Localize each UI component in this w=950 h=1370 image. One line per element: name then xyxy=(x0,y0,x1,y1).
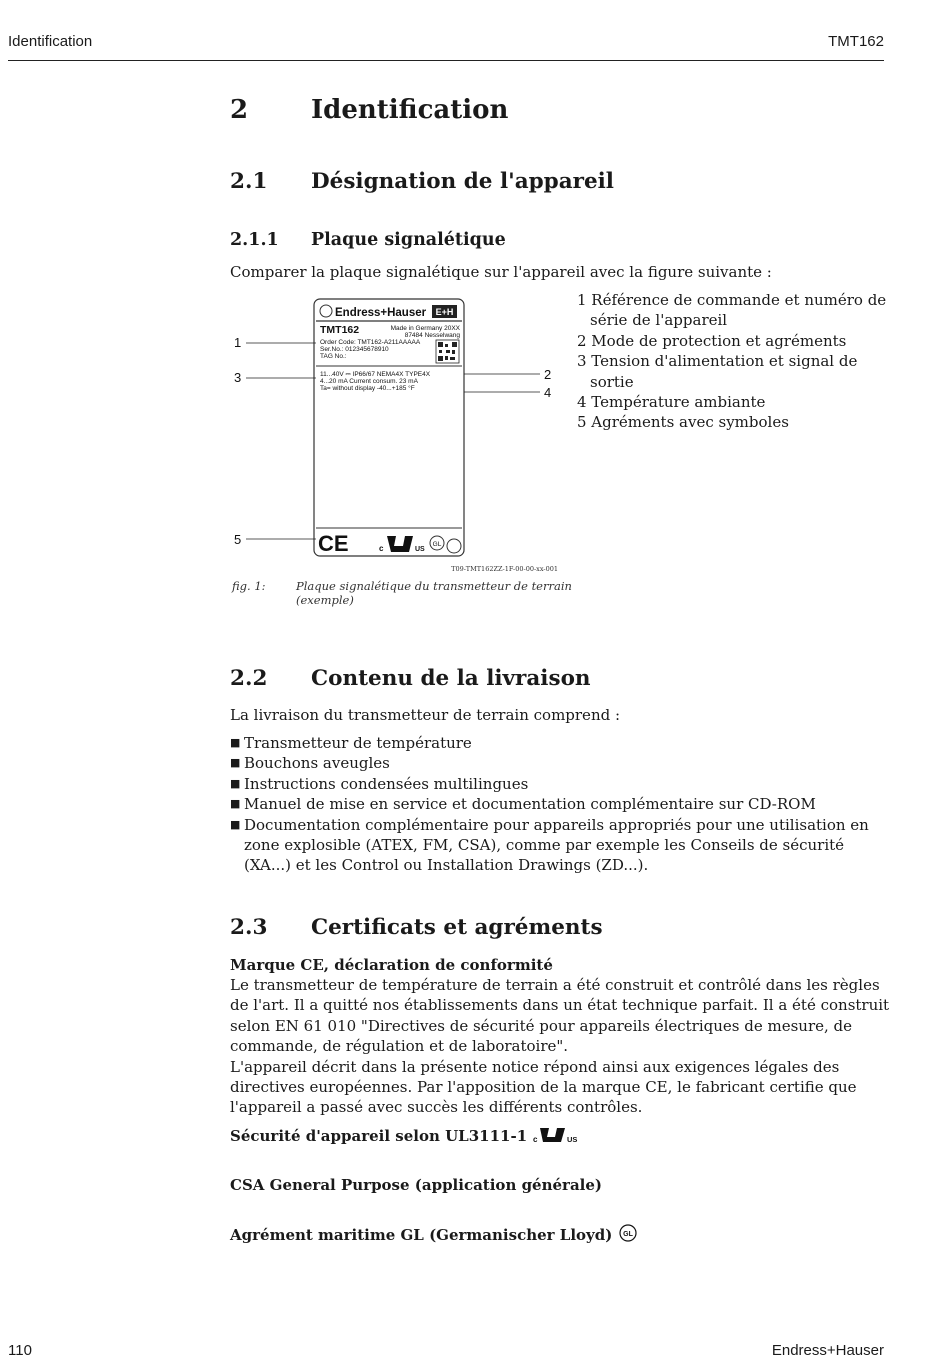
ce-paragraph-1: Le transmetteur de température de terrain a été construit et contrôlé dans les règles de l'art. Il a quitté nos établissements dans un état technique parfait. Il a été construit selon EN 61 010 "Directives de sécurité pour appareils électriques de mesure, de commande, de régulation et de laboratoire". xyxy=(230,976,890,1056)
running-header-right: TMT162 xyxy=(828,33,884,50)
ce-paragraph xyxy=(230,975,890,1118)
ul-heading xyxy=(230,1126,584,1146)
plate-serial: Ser.No.: 012345678910 xyxy=(320,346,389,353)
list-item: ■ Bouchons aveugles xyxy=(230,753,890,773)
header-rule xyxy=(8,60,884,61)
ce-paragraph-2: L'appareil décrit dans la présente notice répond ainsi aux exigences légales des directives européennes. Par l'apposition de la marque CE, le fabricant certifie que l'appareil a passé avec succès les différents contrôles. xyxy=(230,1057,857,1117)
callout-3: 3 xyxy=(234,370,242,385)
delivery-list xyxy=(230,733,890,876)
section-title: Désignation de l'appareil xyxy=(311,169,614,194)
footer-brand: Endress+Hauser xyxy=(771,1342,884,1359)
plate-tag: TAG No.: xyxy=(320,353,347,360)
gl-mark-text: GL xyxy=(432,541,442,548)
section-number: 2.1 xyxy=(230,169,268,194)
figure-legend xyxy=(577,290,897,433)
plate-spec-line-2: 4...20 mA Current consum. 23 mA xyxy=(320,378,418,385)
qr-code-icon xyxy=(436,340,459,363)
running-header-left: Identification xyxy=(8,33,93,50)
figure-caption-line-1: Plaque signalétique du transmetteur de terrain xyxy=(296,579,572,593)
section-number: 2.3 xyxy=(230,915,268,940)
callout-4: 4 xyxy=(544,385,552,400)
csa-heading: CSA General Purpose (application générale) xyxy=(230,1176,603,1194)
subsection-title: Plaque signalétique xyxy=(311,230,506,250)
plate-order-code: Order Code: TMT162-A211AAAAA xyxy=(320,339,421,346)
callout-1: 1 xyxy=(234,335,242,350)
ul-c-text: c xyxy=(379,544,384,553)
page-number: 110 xyxy=(8,1342,32,1359)
list-item: ■ Instructions condensées multilingues xyxy=(230,774,890,794)
ce-heading: Marque CE, déclaration de conformité xyxy=(230,956,553,974)
list-item: ■ Manuel de mise en service et documentation complémentaire sur CD-ROM xyxy=(230,794,890,814)
gl-heading-text: Agrément maritime GL (Germanischer Lloyd) xyxy=(230,1226,613,1244)
figure-caption xyxy=(296,579,572,607)
section-title: Contenu de la livraison xyxy=(311,666,591,691)
legend-item: 3 Tension d'alimentation et signal de sortie xyxy=(577,352,858,391)
legend-item: 5 Agréments avec symboles xyxy=(577,413,789,432)
gl-symbol-text: GL xyxy=(622,1231,633,1238)
ul-us-text: US xyxy=(415,546,425,553)
section-heading-2-1 xyxy=(0,169,950,197)
plate-made-in-1: Made in Germany 20XX xyxy=(390,325,460,332)
gl-heading xyxy=(230,1224,638,1245)
section-heading-2-2 xyxy=(0,666,950,694)
figure-caption-line-2: (exemple) xyxy=(296,593,354,607)
section-number: 2.2 xyxy=(230,666,268,691)
svg-text:c: c xyxy=(533,1135,538,1143)
list-item: ■ Transmetteur de température xyxy=(230,733,890,753)
legend-item: 1 Référence de commande et numéro de série de l'appareil xyxy=(577,291,887,330)
figure-reference-code: T09-TMT162ZZ-1F-00-00-xx-001 xyxy=(451,565,558,573)
nameplate-intro: Comparer la plaque signalétique sur l'appareil avec la figure suivante : xyxy=(230,263,772,281)
plate-brand: Endress+Hauser xyxy=(335,307,427,319)
gl-symbol-icon xyxy=(618,1224,638,1242)
plate-spec-line-3: Ta= without display -40...+185 °F xyxy=(320,385,415,392)
section-title: Certificats et agréments xyxy=(311,915,603,940)
nameplate-figure xyxy=(228,290,568,580)
plate-made-in-2: 87484 Nesselwang xyxy=(404,332,460,339)
cul-us-mark-icon xyxy=(532,1127,584,1143)
ce-mark: CE xyxy=(318,531,349,556)
eh-logo-glyph: E+H xyxy=(435,307,454,317)
chapter-title: Identification xyxy=(311,95,509,125)
svg-text:US: US xyxy=(567,1135,578,1143)
legend-item: 2 Mode de protection et agréments xyxy=(577,331,847,350)
delivery-intro: La livraison du transmetteur de terrain comprend : xyxy=(230,706,621,724)
list-item: ■ Documentation complémentaire pour appareils appropriés pour une utilisation en zone explosible (ATEX, FM, CSA), comme par exemple les Conseils de sécurité (XA...) et les Control ou Installation Drawings (ZD...). xyxy=(230,815,890,876)
chapter-number: 2 xyxy=(230,95,249,125)
chapter-heading xyxy=(0,95,950,129)
subsection-number: 2.1.1 xyxy=(230,230,279,250)
callout-5: 5 xyxy=(234,532,242,547)
plate-model: TMT162 xyxy=(320,324,360,336)
section-heading-2-3 xyxy=(0,915,950,943)
figure-label: fig. 1: xyxy=(232,579,266,593)
ul-heading-text: Sécurité d'appareil selon UL3111-1 xyxy=(230,1127,528,1145)
plate-spec-line-1: 11...40V ⎓ IP66/67 NEMA4X TYPE4X xyxy=(320,371,431,378)
legend-item: 4 Température ambiante xyxy=(577,393,766,412)
callout-2: 2 xyxy=(544,367,552,382)
subsection-heading-2-1-1 xyxy=(0,230,950,254)
